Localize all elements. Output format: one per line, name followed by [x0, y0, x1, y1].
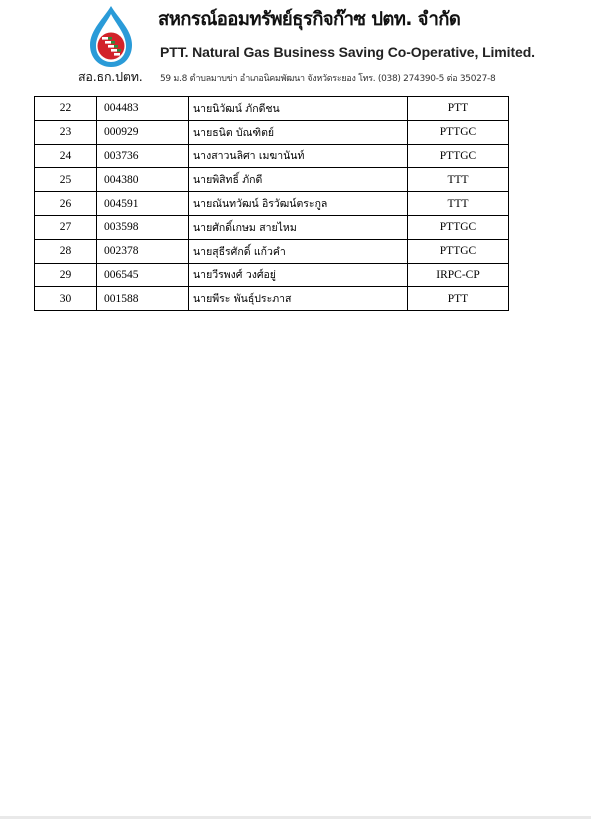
- member-name: นายณันทวัฒน์ อิรวัฒน์ตระกูล: [189, 192, 408, 216]
- row-number: 23: [35, 120, 97, 144]
- flame-emblem-icon: [78, 4, 144, 70]
- member-company: PTTGC: [408, 120, 509, 144]
- member-company: PTTGC: [408, 144, 509, 168]
- member-table: [34, 96, 509, 311]
- member-company: TTT: [408, 168, 509, 192]
- table-row: [35, 120, 509, 144]
- row-number: 28: [35, 239, 97, 263]
- member-id: 003736: [97, 144, 189, 168]
- table-row: [35, 144, 509, 168]
- table-row: [35, 263, 509, 287]
- row-number: 27: [35, 215, 97, 239]
- row-number: 29: [35, 263, 97, 287]
- member-company: PTTGC: [408, 239, 509, 263]
- letterhead: [0, 0, 591, 95]
- member-company: PTT: [408, 97, 509, 121]
- member-name: นายพีระ พันธุ์ประภาส: [189, 287, 408, 311]
- member-company: PTTGC: [408, 215, 509, 239]
- row-number: 22: [35, 97, 97, 121]
- member-name: นางสาวนลิศา เมฆานันท์: [189, 144, 408, 168]
- org-address: 59 ม.8 ตำบลมาบข่า อำเภอนิคมพัฒนา จังหวัดระยอง โทร. (038) 274390-5 ต่อ 35027-8: [160, 74, 496, 84]
- row-number: 24: [35, 144, 97, 168]
- member-name: นายธนิต บัณฑิตย์: [189, 120, 408, 144]
- row-number: 25: [35, 168, 97, 192]
- member-id: 004380: [97, 168, 189, 192]
- table-row: [35, 168, 509, 192]
- member-id: 006545: [97, 263, 189, 287]
- member-id: 001588: [97, 287, 189, 311]
- member-id: 004483: [97, 97, 189, 121]
- member-company: TTT: [408, 192, 509, 216]
- member-id: 004591: [97, 192, 189, 216]
- row-number: 30: [35, 287, 97, 311]
- table-row: [35, 192, 509, 216]
- member-id: 002378: [97, 239, 189, 263]
- table-row: [35, 239, 509, 263]
- row-number: 26: [35, 192, 97, 216]
- member-name: นายนิวัฒน์ ภักดีชน: [189, 97, 408, 121]
- org-name-english: PTT. Natural Gas Business Saving Co-Operative, Limited.: [160, 44, 535, 60]
- member-name: นายพิสิทธิ์ ภักดี: [189, 168, 408, 192]
- member-id: 003598: [97, 215, 189, 239]
- table-row: [35, 215, 509, 239]
- member-name: นายวีรพงศ์ วงศ์อยู่: [189, 263, 408, 287]
- table-row: [35, 287, 509, 311]
- member-name: นายสุธีรศักดิ์ แก้วคำ: [189, 239, 408, 263]
- member-company: IRPC-CP: [408, 263, 509, 287]
- member-company: PTT: [408, 287, 509, 311]
- logo-caption: สอ.ธก.ปตท.: [78, 69, 143, 84]
- member-id: 000929: [97, 120, 189, 144]
- org-name-thai: สหกรณ์ออมทรัพย์ธุรกิจก๊าซ ปตท. จำกัด: [158, 9, 461, 30]
- table-row: [35, 97, 509, 121]
- member-name: นายศักดิ์เกษม สายไหม: [189, 215, 408, 239]
